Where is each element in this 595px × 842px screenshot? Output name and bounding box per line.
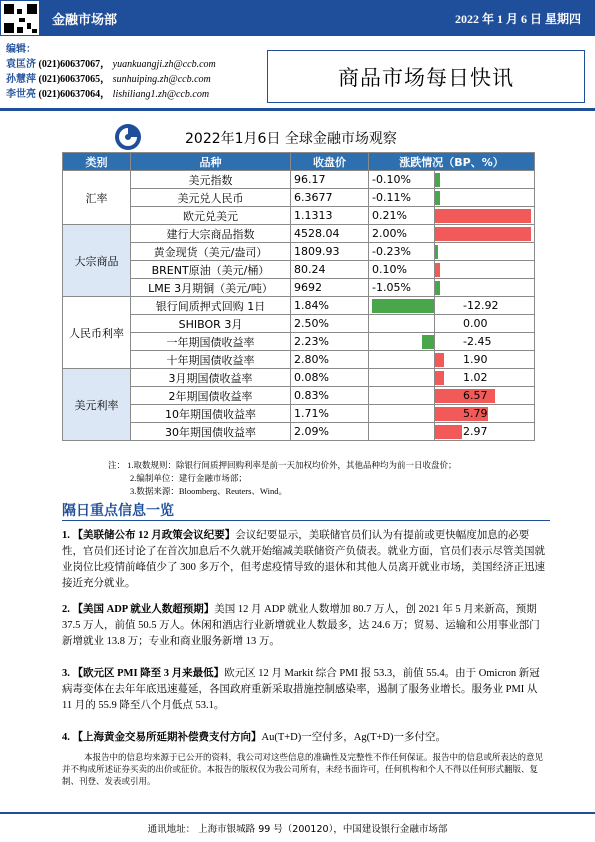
change-bar: [372, 299, 434, 313]
table-row: [63, 279, 535, 297]
editor-email[interactable]: sunhuiping.zh@ccb.com: [112, 74, 211, 85]
table-row: [63, 387, 535, 405]
change-bar-cell: [435, 333, 535, 351]
change-bar-cell: [369, 405, 435, 423]
change-bar-cell: [435, 297, 535, 315]
change-bar: [435, 245, 438, 259]
editor-name: 袁匡济: [6, 59, 36, 70]
table-notes: [108, 459, 457, 498]
item-cell: 2年期国债收益率: [131, 387, 291, 405]
table-row: [63, 315, 535, 333]
ccb-logo-icon: [114, 123, 142, 151]
header-change: 涨跌情况（BP、%）: [369, 153, 535, 171]
change-value: 5.79: [463, 407, 488, 420]
close-cell: 1.71%: [291, 405, 369, 423]
editor-email[interactable]: yuankuangji.zh@ccb.com: [112, 59, 216, 70]
note-row: [108, 459, 457, 472]
change-bar-cell: [435, 207, 535, 225]
disclaimer: 本报告中的信息均来源于已公开的资料，我公司对这些信息的准确性及完整性不作任何保证。报告中的信息或所表达的意见并不构成所述证券买卖的出价或征价。本报告的版权仅为我公司所有，未经书面许可，任何机构和个人不得以任何形式翻版、复制、刊登、发表或引用。: [62, 753, 544, 787]
news-heading: 1. 【美联储公布 12 月政策会议纪要】: [62, 530, 236, 541]
close-cell: 0.08%: [291, 369, 369, 387]
close-cell: 1.1313: [291, 207, 369, 225]
change-value: 1.02: [463, 371, 488, 384]
item-cell: 30年期国债收益率: [131, 423, 291, 441]
footer: [0, 812, 595, 842]
editor-row: [6, 87, 216, 102]
change-value: 2.97: [463, 425, 488, 438]
change-bar-cell: [369, 315, 435, 333]
change-value: -2.45: [463, 335, 492, 348]
change-bar-cell: [435, 225, 535, 243]
item-cell: 10年期国债收益率: [131, 405, 291, 423]
change-bar-cell: [435, 279, 535, 297]
table-row: [63, 333, 535, 351]
change-value: 0.21%: [369, 207, 435, 225]
change-bar-cell: [435, 423, 535, 441]
report-date: 2022 年 1 月 6 日 星期四: [454, 12, 581, 26]
department-name: 金融市场部: [52, 13, 118, 28]
header-item: 品种: [131, 153, 291, 171]
qr-code-icon: [0, 0, 40, 36]
news-item: [62, 666, 550, 714]
news-body: 欧元区 12 月 Markit 综合 PMI 报 53.3，前值 55.4。由于 Omicron 新冠病毒变体在去年年底迅速蔓延，各国政府重新采取措施控制感染率，遏制了服务业增长。服务业 PMI 从 11 月的 55.9 降至八个月低点 53.1。: [62, 668, 540, 711]
category-cell: 大宗商品: [63, 225, 131, 297]
change-bar-cell: [435, 369, 535, 387]
item-cell: LME 3月期铜（美元/吨）: [131, 279, 291, 297]
change-value: -1.05%: [369, 279, 435, 297]
item-cell: 欧元兑美元: [131, 207, 291, 225]
close-cell: 80.24: [291, 261, 369, 279]
editors-block: [6, 42, 216, 102]
news-body: 美国 12 月 ADP 就业人数增加 80.7 万人，创 2021 年 5 月来新高，预期 37.5 万人，前值 50.5 万人。休闲和酒店行业新增就业人数最多，达 24.6 万；贸易、运输和公用事业部门新增就业 13.8 万；专业和商业服务新增 13 万。: [62, 604, 540, 647]
change-bar: [435, 263, 440, 277]
category-cell: 汇率: [63, 171, 131, 225]
change-bar: [435, 209, 531, 223]
header-divider: [0, 108, 595, 111]
change-bar-cell: [435, 261, 535, 279]
editor-phone: (021)60637065，: [38, 74, 111, 85]
note-text: 1.取数规则：除银行间质押回购利率是前一天加权均价外，其他品种均为前一日收盘价；: [127, 460, 457, 470]
news-heading: 3. 【欧元区 PMI 降至 3 月来最低】: [62, 668, 225, 679]
item-cell: 美元兑人民币: [131, 189, 291, 207]
news-item: [62, 528, 550, 592]
section-title: 隔日重点信息一览: [62, 503, 174, 519]
close-cell: 96.17: [291, 171, 369, 189]
table-row: [63, 297, 535, 315]
change-bar: [435, 227, 531, 241]
close-cell: 1.84%: [291, 297, 369, 315]
editor-row: [6, 72, 216, 87]
editor-name: 孙慧萍: [6, 74, 36, 85]
editor-name: 李世亮: [6, 89, 36, 100]
footer-address: 通讯地址： 上海市银城路 99 号（200120），中国建设银行金融市场部: [147, 824, 448, 835]
editor-row: [6, 57, 216, 72]
change-bar: [435, 191, 440, 205]
news-body: Au(T+D)一空付多，Ag(T+D)一多付空。: [261, 732, 446, 743]
header-close: 收盘价: [291, 153, 369, 171]
change-bar-cell: [369, 333, 435, 351]
item-cell: 3月期国债收益率: [131, 369, 291, 387]
change-value: 1.90: [463, 353, 488, 366]
table-row: [63, 171, 535, 189]
close-cell: 2.23%: [291, 333, 369, 351]
item-cell: 银行间质押式回购 1日: [131, 297, 291, 315]
change-bar: [435, 371, 444, 385]
change-bar-cell: [369, 369, 435, 387]
editor-email[interactable]: lishiliang1.zh@ccb.com: [112, 89, 210, 100]
news-heading: 4. 【上海黄金交易所延期补偿费支付方向】: [62, 732, 262, 743]
change-bar-cell: [435, 189, 535, 207]
table-header-row: [63, 153, 535, 171]
close-cell: 1809.93: [291, 243, 369, 261]
change-value: -12.92: [463, 299, 499, 312]
market-table: [62, 152, 535, 441]
change-bar-cell: [435, 405, 535, 423]
close-cell: 2.09%: [291, 423, 369, 441]
change-bar-cell: [435, 387, 535, 405]
table-row: [63, 189, 535, 207]
change-value: -0.11%: [369, 189, 435, 207]
change-value: 0.00: [463, 317, 488, 330]
close-cell: 2.80%: [291, 351, 369, 369]
table-row: [63, 423, 535, 441]
change-bar-cell: [435, 315, 535, 333]
editor-phone: (021)60637067，: [38, 59, 111, 70]
change-bar-cell: [369, 297, 435, 315]
news-item: [62, 602, 550, 650]
change-bar-cell: [369, 387, 435, 405]
change-value: -0.23%: [369, 243, 435, 261]
change-bar: [435, 173, 440, 187]
change-value: -0.10%: [369, 171, 435, 189]
header-category: 类别: [63, 153, 131, 171]
close-cell: 9692: [291, 279, 369, 297]
item-cell: 一年期国债收益率: [131, 333, 291, 351]
change-bar-cell: [435, 243, 535, 261]
table-row: [63, 369, 535, 387]
news-item: [62, 730, 550, 746]
item-cell: SHIBOR 3月: [131, 315, 291, 333]
editor-phone: (021)60637064，: [38, 89, 111, 100]
change-bar-cell: [435, 351, 535, 369]
top-banner: [0, 0, 595, 36]
item-cell: 建行大宗商品指数: [131, 225, 291, 243]
change-bar-cell: [369, 423, 435, 441]
close-cell: 0.83%: [291, 387, 369, 405]
table-row: [63, 261, 535, 279]
change-bar-cell: [435, 171, 535, 189]
note-prefix: 注：: [108, 460, 126, 470]
table-row: [63, 243, 535, 261]
editors-label: 编辑：: [6, 44, 36, 55]
table-title: 2022年1月6日 全球金融市场观察: [185, 131, 397, 147]
news-body: 会议纪要显示，美联储官员们认为有提前或更快幅度加息的必要性，官员们还讨论了在首次加息后不久就开始缩减美联储资产负债表。就业方面，官员们表示尽管美国就业岗位比疫情前峰值少了 300 多万个，但考虑疫情导致的退休和其他人员离开就业市场，美国经济正迅速接近充分就业。: [62, 530, 545, 589]
section-divider: [62, 520, 550, 521]
change-bar: [435, 281, 440, 295]
item-cell: 十年期国债收益率: [131, 351, 291, 369]
table-row: [63, 207, 535, 225]
item-cell: 黄金现货（美元/盎司）: [131, 243, 291, 261]
change-bar-cell: [369, 351, 435, 369]
news-heading: 2. 【美国 ADP 就业人数超预期】: [62, 604, 215, 615]
change-value: 2.00%: [369, 225, 435, 243]
close-cell: 2.50%: [291, 315, 369, 333]
change-value: 6.57: [463, 389, 488, 402]
table-row: [63, 405, 535, 423]
close-cell: 4528.04: [291, 225, 369, 243]
table-row: [63, 225, 535, 243]
category-cell: 美元利率: [63, 369, 131, 441]
item-cell: BRENT原油（美元/桶）: [131, 261, 291, 279]
note-text: 2.编制单位：建行金融市场部；: [130, 473, 247, 483]
table-row: [63, 351, 535, 369]
change-bar: [422, 335, 434, 349]
change-bar: [435, 425, 462, 439]
close-cell: 6.3677: [291, 189, 369, 207]
item-cell: 美元指数: [131, 171, 291, 189]
category-cell: 人民币利率: [63, 297, 131, 369]
change-value: 0.10%: [369, 261, 435, 279]
note-text: 3.数据来源：Bloomberg、Reuters、Wind。: [130, 486, 287, 496]
change-bar: [435, 353, 444, 367]
report-title: 商品市场每日快讯: [267, 50, 585, 103]
